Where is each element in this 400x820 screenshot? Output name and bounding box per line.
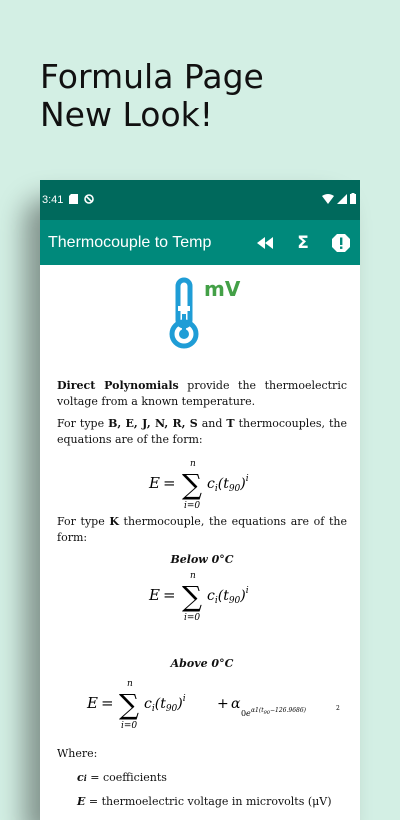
promo-line-1: Formula Page [40,57,264,96]
svg-text:2: 2 [336,705,340,712]
k-type: K [109,515,119,528]
definition-ci-text: = coefficients [86,771,167,784]
equation-below-zero [57,570,347,630]
mv-label: mV [204,277,241,301]
app-bar [40,220,360,265]
intro-paragraph [57,378,347,410]
e-symbol: E [77,795,86,808]
below-zero-heading: Below 0°C [170,553,234,566]
types-and: and [197,417,227,430]
sigma-glyph: Σ [297,232,309,253]
alert-icon[interactable] [330,232,352,254]
where-label: Where: [57,747,98,760]
types-paragraph [57,416,347,448]
svg-text:∑: ∑ [182,580,202,613]
svg-text:ci(t90)i: $c_i(t_{90})^i$ [144,694,186,714]
battery-icon [350,193,356,207]
svg-text:+: + [217,696,229,712]
svg-text:=: = [163,586,176,604]
svg-text:E: E [87,694,98,712]
k-suffix: thermocouple, the equations are of the form: [57,515,347,544]
svg-text:0: 0 [241,709,247,718]
intro-bold: Direct Polynomials [57,379,179,392]
do-not-disturb-icon [84,194,94,207]
wifi-icon [322,194,334,207]
svg-text:n: n [127,679,133,689]
types-suffix: thermocouples, the equations are of the form: [57,417,347,446]
status-bar [40,180,360,220]
equation-general [57,454,347,514]
svg-text:∑: ∑ [119,688,139,721]
phone-screen [40,180,360,820]
svg-text:α: α [231,696,241,712]
svg-text:ci(t90)i: $c_i(t_{90})^i$ [207,586,249,606]
svg-text:=: = [163,474,176,492]
definition-e [57,794,347,810]
types-last: T [226,417,235,430]
above-zero-heading: Above 0°C [170,657,234,670]
intro-text: provide the thermoelectric voltage from a known temperature. [57,379,347,408]
promo-line-2: New Look! [40,95,213,134]
thermometer-mv-icon [166,276,241,357]
sd-card-icon [69,194,78,207]
ci-symbol: ci [77,771,87,784]
cell-signal-icon [337,194,347,207]
types-list: B, E, J, N, R, S [108,417,198,430]
types-prefix: For type [57,417,109,430]
svg-text:i=0: i=0 [184,613,201,623]
svg-text:α1(t90−126.9686): $\alpha 1(t_{90}-126.9686)$ [251,707,306,716]
sigma-icon[interactable] [292,232,314,254]
k-prefix: For type [57,515,110,528]
status-time: 3:41 [42,194,64,206]
svg-text:n: n [190,571,196,581]
promo-headline [40,58,264,134]
svg-text:∑: ∑ [182,468,202,501]
svg-text:ci(t90)i: $c_i(t_{90})^i$ [207,474,249,494]
rewind-icon[interactable] [254,232,276,254]
definition-ci [57,770,347,786]
equation-above-zero [57,674,347,740]
svg-text:E: E [149,474,160,492]
formula-document [57,378,347,816]
svg-text:n: n [190,459,196,469]
svg-text:i=0: i=0 [121,721,138,731]
svg-text:i=0: i=0 [184,501,201,511]
svg-text:=: = [101,694,114,712]
app-title: Thermocouple to Temp [48,233,212,251]
definition-e-text: = thermoelectric voltage in microvolts (μV) [85,795,332,808]
svg-text:E: E [149,586,160,604]
k-paragraph [57,514,347,546]
svg-text:e: e [246,709,251,718]
